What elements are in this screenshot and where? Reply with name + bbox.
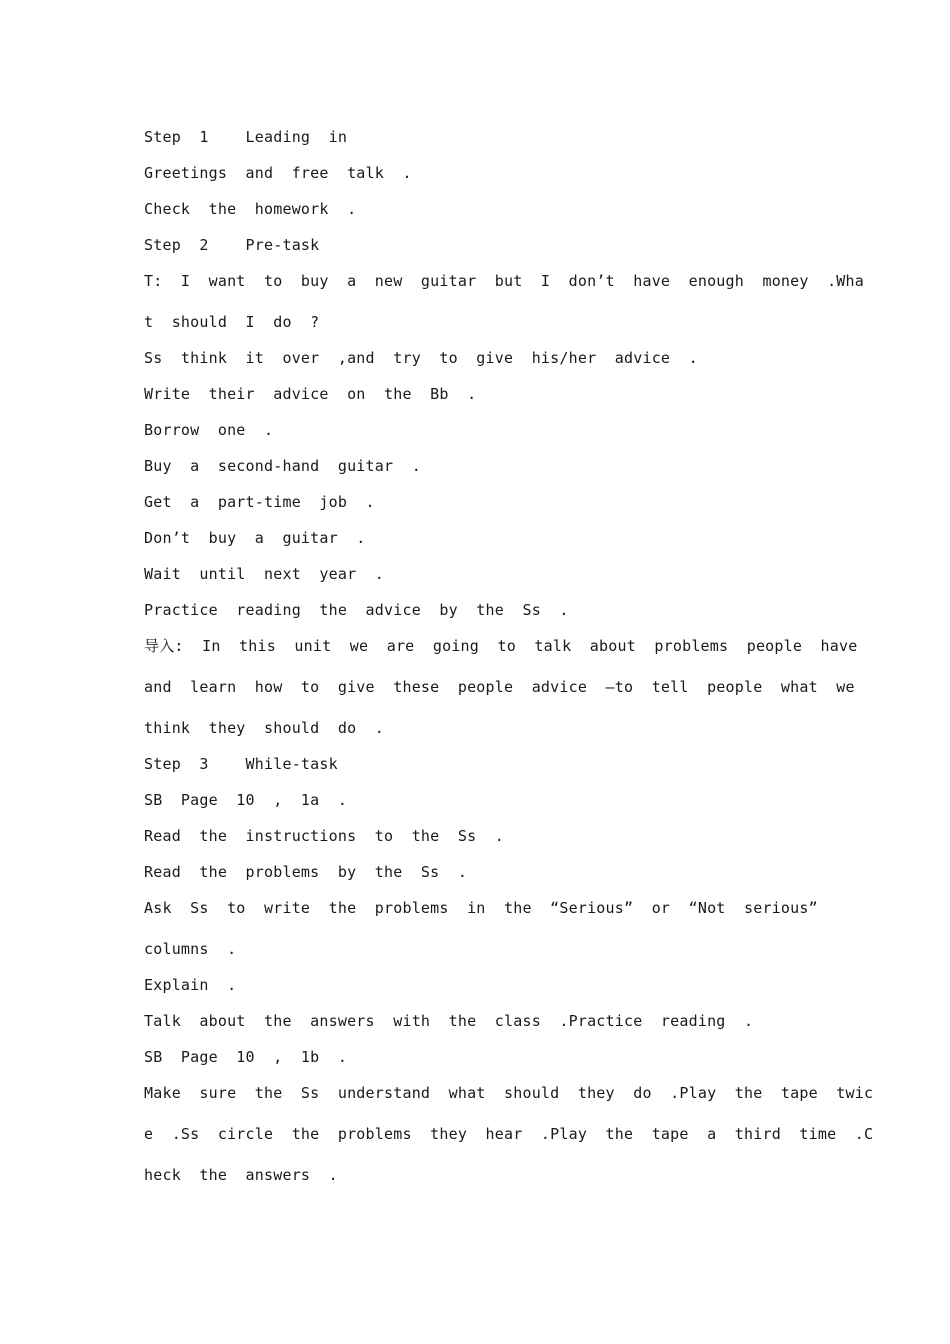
text-line: Ask Ss to write the problems in the “Serious” or “Not serious” [144, 899, 818, 917]
text-line: Borrow one . [144, 421, 274, 439]
text-line: heck the answers . [144, 1166, 338, 1184]
text-line: t should I do ? [144, 313, 320, 331]
text-line: SB Page 10 , 1a . [144, 791, 348, 809]
text-line: Explain . [144, 976, 237, 994]
text-line: Check the homework . [144, 200, 357, 218]
text-line: e .Ss circle the problems they hear .Play the tape a third time .C [144, 1125, 874, 1143]
text-line: and learn how to give these people advice –to tell people what we [144, 678, 855, 696]
text-line: Step 1 Leading in [144, 128, 348, 146]
text-line: Practice reading the advice by the Ss . [144, 601, 569, 619]
text-line: T: I want to buy a new guitar but I don’t have enough money .Wha [144, 272, 864, 290]
text-line: Don’t buy a guitar . [144, 529, 366, 547]
text-line: Buy a second-hand guitar . [144, 457, 421, 475]
text-line: SB Page 10 , 1b . [144, 1048, 348, 1066]
text-line: Read the problems by the Ss . [144, 863, 468, 881]
text-line: Step 3 While-task [144, 755, 338, 773]
text-line: Write their advice on the Bb . [144, 385, 477, 403]
text-line: think they should do . [144, 719, 384, 737]
text-line: Read the instructions to the Ss . [144, 827, 504, 845]
text-line: Step 2 Pre-task [144, 236, 320, 254]
text-line: Ss think it over ,and try to give his/her advice . [144, 349, 698, 367]
text-line: Talk about the answers with the class .Practice reading . [144, 1012, 754, 1030]
text-line: Make sure the Ss understand what should they do .Play the tape twic [144, 1084, 874, 1102]
text-line: 导入: In this unit we are going to talk about problems people have [144, 637, 858, 655]
text-line: Greetings and free talk . [144, 164, 412, 182]
text-line: Wait until next year . [144, 565, 384, 583]
text-line: Get a part-time job . [144, 493, 375, 511]
text-line: columns . [144, 940, 237, 958]
